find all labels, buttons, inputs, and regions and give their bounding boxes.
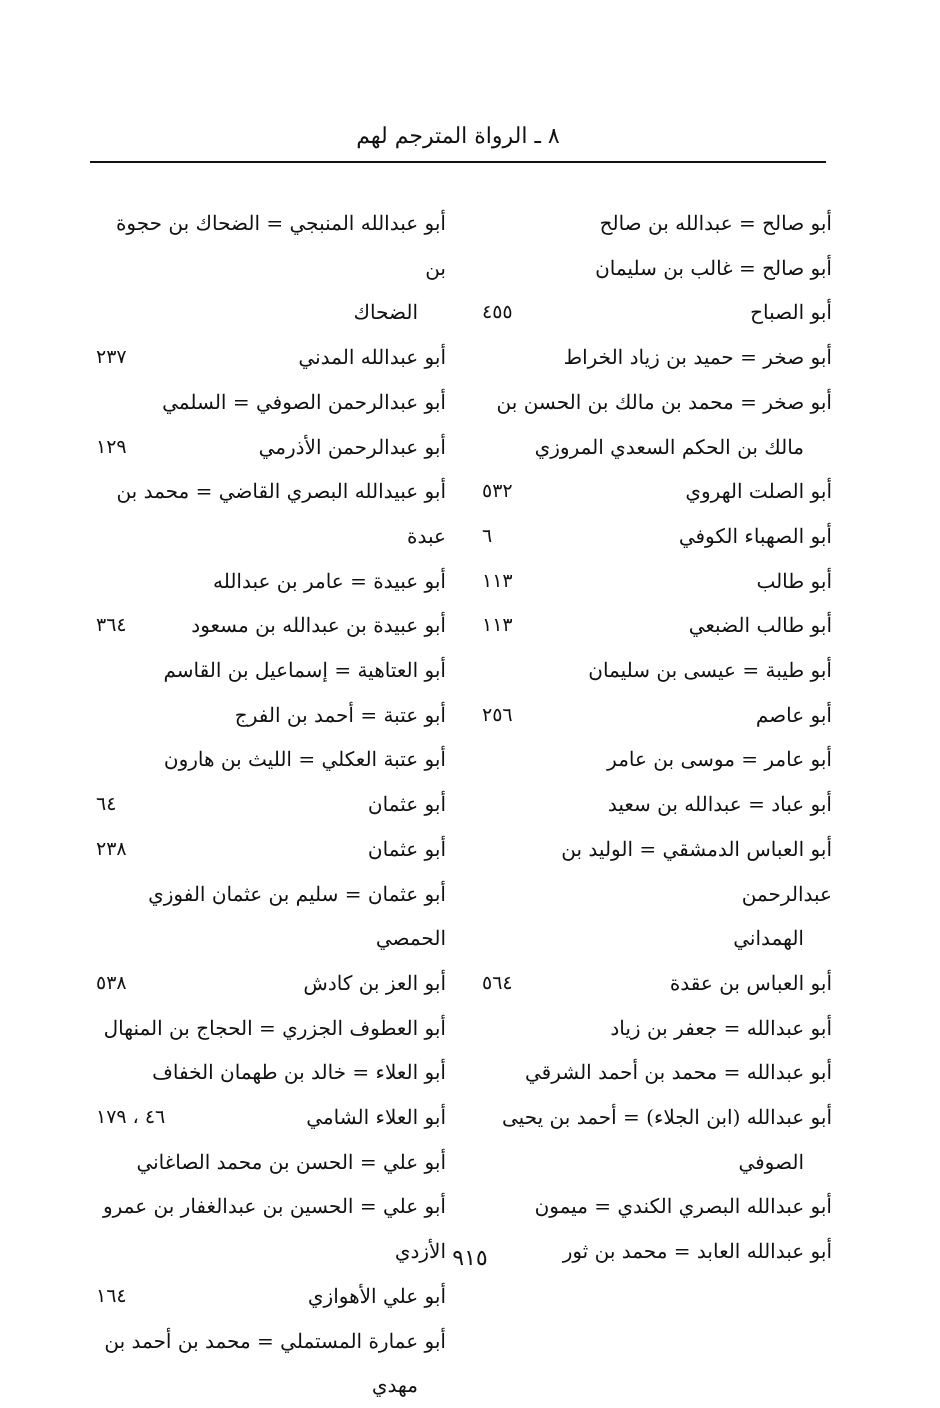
index-entry <box>96 559 446 604</box>
entry-name: أبو عبدالله العابد = محمد بن ثور <box>562 1239 832 1264</box>
index-entry <box>96 737 446 782</box>
entry-continuation: الضحاك <box>353 300 418 325</box>
running-header <box>90 122 826 152</box>
index-column-right <box>478 201 832 1274</box>
index-entry <box>96 603 446 648</box>
entry-name: أبو عثمان <box>367 792 446 817</box>
entry-page-ref: ٢٣٨ <box>96 837 127 860</box>
entry-name: أبو علي الأهوازي <box>307 1283 446 1308</box>
entry-name: أبو عبدالله (ابن الجلاء) = أحمد بن يحيى <box>502 1105 832 1130</box>
entry-name: أبو عمارة المستملي = محمد بن أحمد بن <box>104 1328 446 1353</box>
entry-page-ref: ٤٥٥ <box>482 301 513 324</box>
index-entry <box>96 201 446 335</box>
index-entry <box>96 872 446 961</box>
index-entry <box>96 1050 446 1095</box>
entry-name: أبو عباد = عبدالله بن سعيد <box>607 792 832 817</box>
entry-name: أبو العتاهية = إسماعيل بن القاسم <box>163 658 446 683</box>
entry-name: أبو علي = الحسين بن عبدالغفار بن عمرو الأزدي <box>102 1194 446 1264</box>
index-entry <box>478 1095 832 1184</box>
entry-name: أبو عامر = موسى بن عامر <box>607 747 832 772</box>
entry-name: أبو عبدالرحمن الأذرمي <box>258 434 446 459</box>
entry-continuation: الهمداني <box>733 926 804 951</box>
entry-name: أبو عبدالله المدني <box>298 345 446 370</box>
index-entry <box>96 648 446 693</box>
entry-name: أبو عبيدة = عامر بن عبدالله <box>212 568 446 593</box>
index-entry <box>96 469 446 558</box>
entry-name: أبو العلاء الشامي <box>306 1105 446 1130</box>
entry-name: أبو عثمان = سليم بن عثمان الفوزي الحمصي <box>148 881 446 951</box>
entry-name: أبو صخر = حميد بن زياد الخراط <box>563 345 832 370</box>
index-entry <box>478 335 832 380</box>
index-entry <box>96 961 446 1006</box>
index-entry <box>96 827 446 872</box>
entry-name: أبو عبيدالله البصري القاضي = محمد بن عبدة <box>116 479 446 548</box>
index-entry <box>478 603 832 648</box>
index-entry <box>96 1095 446 1140</box>
entry-name: أبو عاصم <box>755 702 832 727</box>
index-entry <box>96 380 446 425</box>
index-entry <box>96 782 446 827</box>
entry-name: أبو عبدالله = جعفر بن زياد <box>610 1015 832 1040</box>
entry-page-ref: ٢٣٧ <box>96 346 127 369</box>
entry-page-ref: ١١٣ <box>482 569 513 592</box>
index-entry <box>478 201 832 246</box>
entry-continuation: مالك بن الحكم السعدي المروزي <box>534 434 804 459</box>
index-entry <box>96 425 446 470</box>
index-entry <box>478 1050 832 1095</box>
index-entry <box>96 1006 446 1051</box>
entry-continuation: مهدي <box>371 1373 418 1398</box>
index-entry <box>96 1319 446 1408</box>
entry-name: أبو طيبة = عيسى بن سليمان <box>588 658 832 683</box>
index-entry <box>478 1006 832 1051</box>
entry-name: أبو عبدالله البصري الكندي = ميمون <box>534 1194 832 1219</box>
entry-name: أبو علي = الحسن بن محمد الصاغاني <box>136 1149 446 1174</box>
entry-name: أبو العلاء = خالد بن طهمان الخفاف <box>152 1060 446 1085</box>
index-entry <box>478 782 832 827</box>
index-entry <box>478 1184 832 1229</box>
entry-name: أبو العباس بن عقدة <box>669 970 832 995</box>
entry-name: أبو العطوف الجزري = الحجاج بن المنهال <box>103 1015 446 1040</box>
page-number: ٩١٥ <box>452 1246 488 1271</box>
entry-name: أبو صالح = غالب بن سليمان <box>595 255 832 280</box>
index-entry <box>96 335 446 380</box>
entry-name: أبو صخر = محمد بن مالك بن الحسن بن <box>496 389 832 414</box>
index-column-left <box>96 201 446 1408</box>
index-entry <box>478 961 832 1006</box>
index-entry <box>478 827 832 961</box>
entry-name: أبو عتبة = أحمد بن الفرج <box>234 702 446 727</box>
entry-name: أبو طالب الضبعي <box>688 613 832 638</box>
entry-continuation: الصوفي <box>738 1149 804 1174</box>
index-entry <box>478 514 832 559</box>
entry-name: أبو عبدالله المنبجي = الضحاك بن حجوة بن <box>115 211 446 280</box>
entry-name: أبو الصلت الهروي <box>685 479 832 504</box>
entry-name: أبو الصهباء الكوفي <box>678 523 832 548</box>
entry-name: أبو العباس الدمشقي = الوليد بن عبدالرحمن <box>561 836 832 906</box>
entry-page-ref: ٥٣٨ <box>96 971 127 994</box>
index-entry <box>478 693 832 738</box>
index-entry <box>96 1274 446 1319</box>
entry-name: أبو صالح = عبدالله بن صالح <box>599 211 832 235</box>
entry-page-ref: ٥٣٢ <box>482 480 513 503</box>
index-entry <box>478 290 832 335</box>
index-entry <box>96 1140 446 1185</box>
entry-name: أبو عتبة العكلي = الليث بن هارون <box>163 747 446 772</box>
index-entry <box>478 469 832 514</box>
entry-page-ref: ١١٣ <box>482 614 513 637</box>
entry-name: أبو طالب <box>756 568 832 593</box>
entry-page-ref: ٥٦٤ <box>482 971 513 994</box>
entry-name: أبو عبيدة بن عبدالله بن مسعود <box>191 613 446 638</box>
entry-page-ref: ٤٦ ، ١٧٩ <box>96 1106 166 1129</box>
header-rule <box>90 161 826 163</box>
entry-name: أبو العز بن كادش <box>303 970 446 995</box>
entry-page-ref: ٣٦٤ <box>96 614 127 637</box>
index-entry <box>478 737 832 782</box>
entry-name: أبو عبدالرحمن الصوفي = السلمي <box>162 389 446 414</box>
entry-name: أبو عبدالله = محمد بن أحمد الشرقي <box>524 1060 832 1085</box>
entry-name: أبو عثمان <box>367 836 446 861</box>
index-entry <box>478 246 832 291</box>
entry-page-ref: ١٢٩ <box>96 435 127 458</box>
index-entry <box>478 380 832 469</box>
entry-page-ref: ٢٥٦ <box>482 703 513 726</box>
index-entry <box>478 559 832 604</box>
entry-page-ref: ٦٤ <box>96 793 117 816</box>
entry-name: أبو الصباح <box>750 300 832 325</box>
entry-page-ref: ١٦٤ <box>96 1284 127 1307</box>
index-entry <box>96 693 446 738</box>
header-title: ٨ ـ الرواة المترجم لهم <box>356 124 560 149</box>
entry-page-ref: ٦ <box>482 524 493 547</box>
index-entry <box>478 648 832 693</box>
